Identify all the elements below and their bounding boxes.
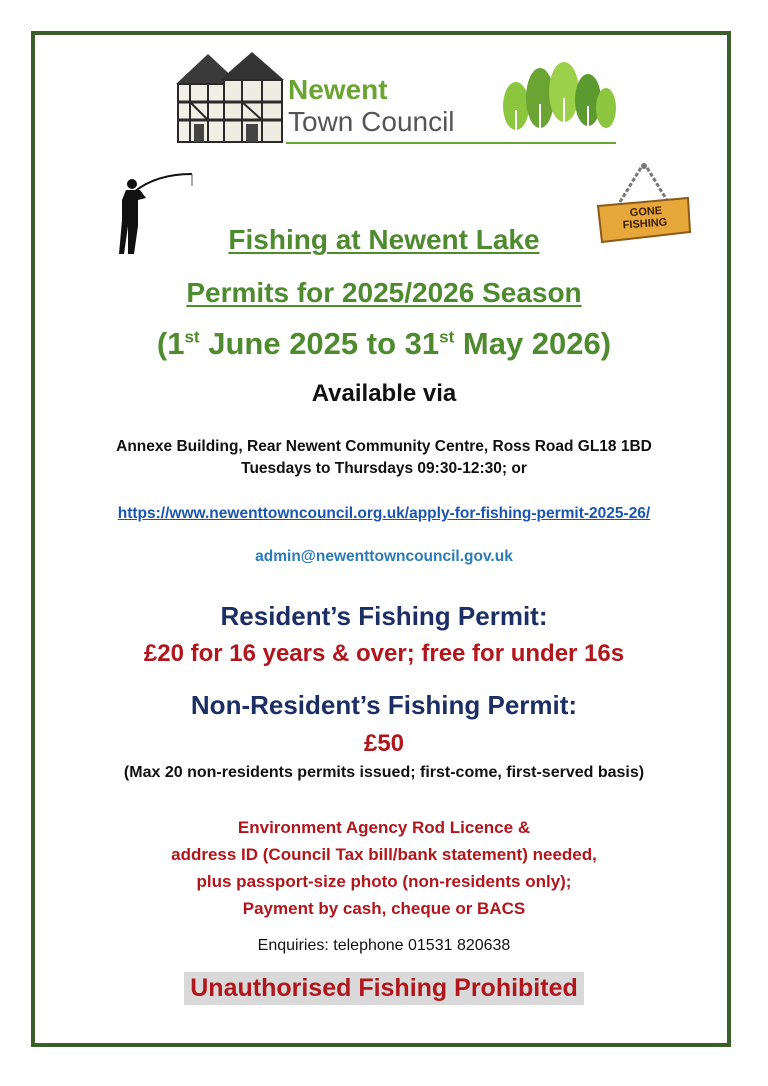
logo-underline — [286, 142, 616, 144]
logo-name: Newent — [288, 74, 388, 105]
sign-text-line1: GONE — [629, 204, 663, 220]
opening-hours: Tuesdays to Thursdays 09:30-12:30; or — [241, 460, 527, 477]
permit-application-link[interactable]: https://www.newenttowncouncil.org.uk/apply-for-fishing-permit-2025-26/ — [117, 505, 651, 522]
unauthorised-warning: Unauthorised Fishing Prohibited — [184, 972, 584, 1005]
heading-season: Permits for 2025/2026 Season — [186, 277, 582, 308]
logo-subtitle: Town Council — [288, 106, 455, 137]
resident-permit-price: £20 for 16 years & over; free for under 16s — [143, 640, 625, 667]
requirement-line: address ID (Council Tax bill/bank statement) needed, — [171, 845, 597, 864]
trees-icon — [498, 62, 618, 142]
council-logo — [168, 50, 618, 150]
heading-dates: (1st June 2025 to 31st May 2026) — [156, 326, 612, 361]
resident-permit-title: Resident’s Fishing Permit: — [220, 601, 548, 631]
enquiries: Enquiries: telephone 01531 820638 — [257, 937, 511, 954]
tudor-building-icon — [168, 50, 288, 146]
heading-title: Fishing at Newent Lake — [228, 224, 540, 255]
requirement-line: Payment by cash, cheque or BACS — [242, 899, 526, 918]
non-resident-permit-title: Non-Resident’s Fishing Permit: — [190, 690, 578, 720]
available-via: Available via — [311, 380, 457, 407]
sign-text-line2: FISHING — [622, 216, 668, 232]
requirement-line: plus passport-size photo (non-residents only); — [196, 872, 572, 891]
address: Annexe Building, Rear Newent Community Centre, Ross Road GL18 1BD — [116, 438, 652, 455]
requirement-line: Environment Agency Rod Licence & — [237, 818, 531, 837]
non-resident-permit-note: (Max 20 non-residents permits issued; first-come, first-served basis) — [123, 764, 645, 781]
non-resident-permit-price: £50 — [363, 730, 405, 757]
email-address[interactable]: admin@newenttowncouncil.gov.uk — [255, 548, 513, 565]
